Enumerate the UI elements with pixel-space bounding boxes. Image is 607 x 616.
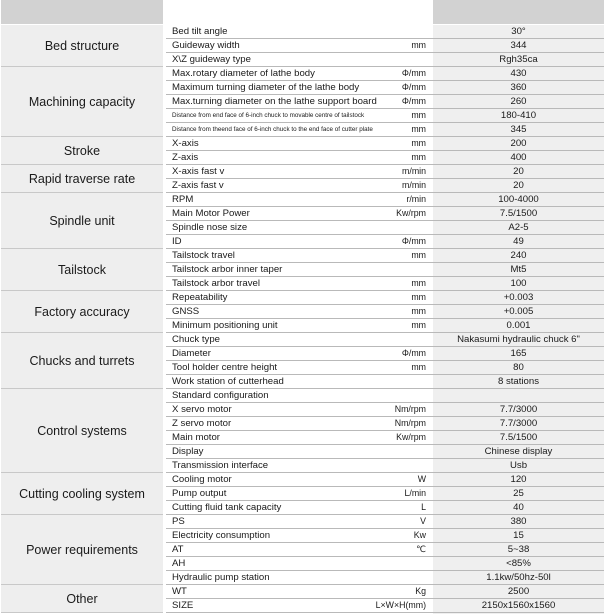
param-unit [366,375,426,388]
param-unit: L [421,502,426,512]
table-row [166,81,604,95]
param-name: X\Z guideway type [172,54,251,65]
param-unit: mm [411,250,426,260]
table-row [166,459,604,473]
param-value: 100-4000 [498,194,539,205]
param-value: Usb [509,460,528,471]
param-unit: mm [411,292,426,302]
table-row [166,431,604,445]
param-unit [366,557,426,570]
param-name: Pump output [172,488,227,499]
table-row [166,39,604,53]
param-value: 7.5/1500 [499,208,538,219]
header-bar-value [433,0,604,24]
param-unit: mm [411,362,426,372]
param-name: Maximum turning diameter of the lathe body [172,82,360,93]
table-row [166,501,604,515]
param-unit [366,445,426,458]
param-unit: mm [411,152,426,162]
param-value: 260 [510,96,527,107]
param-unit: Φ/mm [401,236,426,246]
param-name: Max.rotary diameter of lathe body [172,68,315,79]
table-row [166,95,604,109]
param-unit [366,571,426,584]
param-name: Minimum positioning unit [172,320,278,331]
param-name: Electricity consumption [172,530,271,541]
table-row [166,445,604,459]
param-name: Main Motor Power [172,208,250,219]
param-value: 1.1kw/50hz-50l [486,572,551,583]
table-row [166,235,604,249]
param-value: 344 [510,40,527,51]
table-row [166,305,604,319]
param-name: Work station of cutterhead [172,376,284,387]
param-name: Chuck type [172,334,220,345]
param-unit: L/min [404,488,426,498]
param-unit: V [420,516,426,526]
param-value: +0.003 [503,292,534,303]
param-name: Transmission interface [172,460,269,471]
section-label: Control systems [1,389,163,473]
param-unit: mm [411,306,426,316]
param-name: ID [172,236,182,247]
param-name: Display [172,446,204,457]
table-row [166,473,604,487]
param-unit: Φ/mm [401,96,426,106]
param-unit [366,25,426,38]
param-value: A2-5 [508,222,529,233]
table-row [166,333,604,347]
table-row [166,67,604,81]
param-name: WT [172,586,187,597]
param-value: 380 [510,516,527,527]
param-value: 15 [513,530,524,541]
param-value: 2500 [507,586,530,597]
param-value: 40 [513,502,524,513]
param-value: 49 [513,236,524,247]
param-name: Cutting fluid tank capacity [172,502,282,513]
param-value: 20 [513,166,524,177]
param-unit [366,389,426,402]
param-name: Distance from theend face of 6-inch chuck to the end face of cutter plate [172,126,373,133]
param-unit [366,459,426,472]
section-label: Other [1,585,163,613]
table-row [166,25,604,39]
param-value: 2150x1560x1560 [481,600,556,611]
param-value: 30° [511,26,526,37]
param-unit: mm [411,278,426,288]
param-value: 180-410 [500,110,537,121]
table-row [166,249,604,263]
section-label: Stroke [1,137,163,165]
param-value: <85% [506,558,531,569]
param-unit: Nm/rpm [394,404,426,414]
param-name: X servo motor [172,404,232,415]
param-name: Tailstock arbor inner taper [172,264,283,275]
param-value: 8 stations [497,376,540,387]
section-label: Bed structure [1,25,163,67]
param-unit: Kg [415,586,426,596]
section-label: Rapid traverse rate [1,165,163,193]
param-name: PS [172,516,185,527]
param-unit: L×W×H(mm) [375,600,426,610]
table-row [166,277,604,291]
param-value: 7.5/1500 [499,432,538,443]
table-row [166,389,604,403]
param-value: 7.7/3000 [499,418,538,429]
param-value: 345 [510,124,527,135]
table-row [166,291,604,305]
param-name: Tailstock travel [172,250,235,261]
param-name: Max.turning diameter on the lathe support board [172,96,377,107]
param-name: Guideway width [172,40,240,51]
param-value: 120 [510,474,527,485]
param-unit: r/min [406,194,426,204]
param-name: Main motor [172,432,220,443]
param-unit [366,263,426,276]
table-row [166,571,604,585]
param-unit: Kw/rpm [396,432,426,442]
param-value: 360 [510,82,527,93]
table-row [166,319,604,333]
param-name: Hydraulic pump station [172,572,270,583]
section-label: Factory accuracy [1,291,163,333]
param-unit: Kw/rpm [396,208,426,218]
param-unit: Φ/mm [401,82,426,92]
param-unit: ℃ [416,544,426,554]
param-value: Mt5 [510,264,527,275]
param-value: 430 [510,68,527,79]
param-value: 7.7/3000 [499,404,538,415]
param-value: 20 [513,180,524,191]
table-row [166,403,604,417]
param-unit: Kw [413,530,426,540]
param-value: 80 [513,362,524,373]
table-row [166,165,604,179]
header-bar-category [1,0,163,24]
param-value: 240 [510,250,527,261]
table-row [166,557,604,571]
table-row [166,193,604,207]
param-name: Z servo motor [172,418,232,429]
table-row [166,109,604,123]
param-name: Standard configuration [172,390,269,401]
param-unit [366,221,426,234]
param-value: 5~38 [507,544,530,555]
param-name: Z-axis fast v [172,180,224,191]
param-unit: mm [411,110,426,120]
param-name: Repeatability [172,292,228,303]
table-row [166,347,604,361]
section-label: Power requirements [1,515,163,585]
table-row [166,487,604,501]
table-row [166,529,604,543]
param-unit: mm [411,320,426,330]
param-value: 400 [510,152,527,163]
section-label: Machining capacity [1,67,163,137]
param-value: 100 [510,278,527,289]
param-name: X-axis [172,138,199,149]
param-value: 165 [510,348,527,359]
param-value: Rgh35ca [499,54,538,65]
table-row [166,375,604,389]
table-row [166,361,604,375]
table-row [166,543,604,557]
param-value [433,389,604,402]
param-name: Distance from end face of 6-inch chuck to movable centre of tailstock [172,112,365,119]
table-row [166,417,604,431]
param-name: RPM [172,194,194,205]
section-label: Chucks and turrets [1,333,163,389]
param-value: 25 [513,488,524,499]
param-value: 200 [510,138,527,149]
param-unit: mm [411,40,426,50]
table-row [166,137,604,151]
param-unit: m/min [402,180,426,190]
table-row [166,263,604,277]
section-label: Spindle unit [1,193,163,249]
param-unit [366,333,426,346]
table-row [166,53,604,67]
param-name: Tool holder centre height [172,362,278,373]
param-value: 0.001 [506,320,531,331]
param-value: +0.005 [503,306,534,317]
table-row [166,179,604,193]
param-value: Chinese display [484,446,553,457]
param-name: Cooling motor [172,474,232,485]
table-row [166,585,604,599]
param-unit: m/min [402,166,426,176]
table-row [166,123,604,137]
param-name: SIZE [172,600,194,611]
param-unit: W [417,474,426,484]
spec-rows [166,25,604,613]
param-name: Diameter [172,348,211,359]
param-name: Tailstock arbor travel [172,278,260,289]
param-name: AH [172,558,186,569]
param-name: X-axis fast v [172,166,225,177]
param-unit: Φ/mm [401,348,426,358]
table-row [166,221,604,235]
table-row [166,599,604,613]
table-row [166,207,604,221]
section-label: Cutting cooling system [1,473,163,515]
param-name: AT [172,544,184,555]
table-row [166,515,604,529]
param-unit: mm [411,124,426,134]
param-unit: mm [411,138,426,148]
param-value: Nakasumi hydraulic chuck 6" [457,334,580,345]
param-name: Bed tilt angle [172,26,228,37]
param-unit [366,53,426,66]
category-column [1,25,163,613]
param-name: Z-axis [172,152,199,163]
table-row [166,151,604,165]
param-name: Spindle nose size [172,222,248,233]
section-label: Tailstock [1,249,163,291]
param-unit: Nm/rpm [394,418,426,428]
param-unit: Φ/mm [401,68,426,78]
param-name: GNSS [172,306,200,317]
